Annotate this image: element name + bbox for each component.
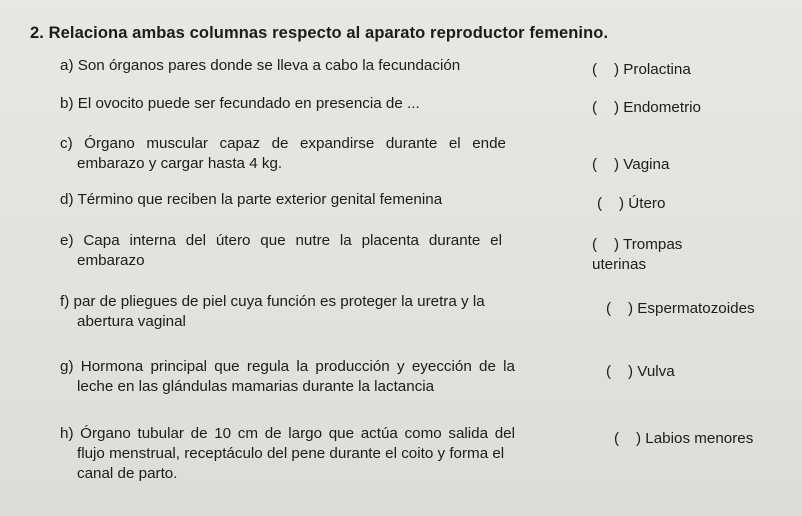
answer-blank-paren[interactable]: ( [606,363,612,380]
option-vulva [606,362,675,382]
left-item-c-line-2: embarazo y cargar hasta 4 kg. [77,155,283,172]
option-label: ) Espermatozoides [628,300,755,317]
option-label: ) Útero [619,195,666,212]
left-item-e [60,231,502,271]
answer-blank-paren[interactable]: ( [592,156,598,173]
left-item-e-line-2: embarazo [77,252,145,269]
left-item-d-line-1: d) Término que reciben la parte exterior genital femenina [60,191,443,208]
option-label: ) Prolactina [614,61,691,78]
left-item-f [60,292,515,332]
answer-blank-paren[interactable]: ( [606,300,612,317]
question-title: 2. Relaciona ambas columnas respecto al aparato reproductor femenino. [30,24,609,42]
left-item-f-line-2: abertura vaginal [77,313,186,330]
option-espermatozoides [606,299,755,319]
option-label: ) Vulva [628,363,675,380]
answer-blank-paren[interactable]: ( [592,236,598,253]
option-label: ) Labios menores [636,430,754,447]
left-item-g [60,357,515,397]
option-label-line-1: ) Trompas [614,236,683,253]
left-item-c-line-1: c) Órgano muscular capaz de expandirse durante el ende [60,135,506,152]
left-item-g-line-1: g) Hormona principal que regula la producción y eyección de la [60,358,515,375]
left-item-f-line-1: f) par de pliegues de piel cuya función es proteger la uretra y la [60,293,485,310]
answer-blank-paren[interactable]: ( [592,99,598,116]
option-label: ) Endometrio [614,99,701,116]
option-endometrio [592,98,701,118]
left-item-h-line-2: flujo menstrual, receptáculo del pene durante el coito y forma el [77,445,505,462]
answer-blank-paren[interactable]: ( [592,61,598,78]
option-labios-menores [614,429,753,449]
option-trompas-uterinas [592,235,682,275]
left-item-a-line-1: a) Son órganos pares donde se lleva a cabo la fecundación [60,57,461,74]
option-label-line-2: uterinas [592,256,647,273]
left-item-a [60,56,515,76]
left-item-h-line-3: canal de parto. [77,465,178,482]
option-label: ) Vagina [614,156,670,173]
left-item-b [60,94,515,114]
option-vagina [592,155,669,175]
option-utero [597,194,665,214]
left-item-e-line-1: e) Capa interna del útero que nutre la placenta durante el [60,232,502,249]
left-item-h [60,424,515,484]
left-item-c [60,134,506,174]
left-item-b-line-1: b) El ovocito puede ser fecundado en presencia de ... [60,95,420,112]
answer-blank-paren[interactable]: ( [597,195,603,212]
left-item-d [60,190,515,210]
option-prolactina [592,60,691,80]
left-item-h-line-1: h) Órgano tubular de 10 cm de largo que actúa como salida del [60,425,515,442]
left-item-g-line-2: leche en las glándulas mamarias durante la lactancia [77,378,435,395]
answer-blank-paren[interactable]: ( [614,430,620,447]
